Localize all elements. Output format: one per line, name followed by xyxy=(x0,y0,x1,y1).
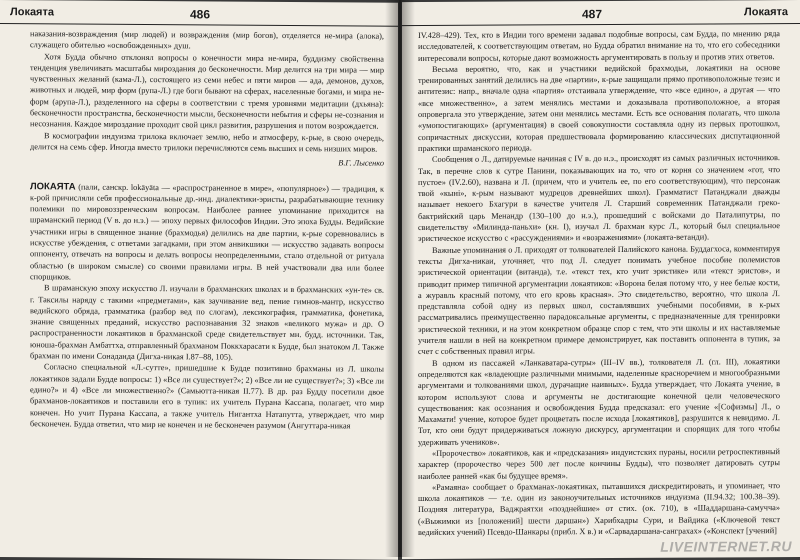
paragraph: «Рамаяна» сообщает о брахманах-локаятиках, пытавшихся дискредитировать, и упоминает, что школа локаятиков — т.е. один из законоучительных источников индуизма (II.94.32; 100.38–39). Поздняя литература, Ваджраятхи «позднейшие» от стих. (ок. 710), в «Шаддаршана-самучча» («Выжимки из [положений] шести даршан») Харибхадры Сури, и Вайдика («Ключевой текст ведийских учений) Псевдо-Шанкары (прибл. X в.) и «Сарвадаршана-санграхах» («Конспект [учений] xyxy=(418,480,780,538)
lemma-entry xyxy=(30,181,384,285)
running-header-left xyxy=(0,3,398,27)
right-text-column xyxy=(418,28,780,538)
paragraph: IV.428–429). Тех, кто в Индии того времени задавал подобные вопросы, сам Будда, по мнению ряда исследователей, к соответствующим ответам, но Будда обратил внимание на то, что его собеседники интересовали вопросы, которые дают возможность аргументировать в пользу и против этих ответов. xyxy=(418,29,780,63)
paragraph: «Пророчество» локаятиков, как и «предсказания» индуистских пураны, носили ретроспективный характер (пророчество через 500 лет после кончины Будды), что позволяет датировать сутры наиболее ранней «как бы будущее время». xyxy=(418,447,780,481)
header-word: Локаята xyxy=(10,6,54,19)
lemma-text: (пали, санскр. lokāyāta — «распространенное в мире», «популярное») — традиция, к к-рой причисляли себя профессиональные др.-инд. диалектики-эристы, разрабатывающие технику полемики по мировоззренческим вопросам. Наиболее раннее упоминание приходится на шраманский период (V в. до н.э.) — эпоху первых философов Индии. Это эпоха Будды. Ведийские участники игры в священное знание (брахмодья) делились на две партии, к-рые соревновались в искусстве убеждения, с ответами загадками, при этом анвикшики — искусство задавать вопросы оппоненту, отвечать на вопросы и делать вопросы неопределенными, стало отдельной от ритуала областью (в широком смысле) со своими правилами игры. В ней участвовали два или более спорщиков. xyxy=(30,182,384,282)
watermark-logo: LIVEINTERNET.RU xyxy=(660,538,792,555)
paragraph: Сообщения о Л., датируемые начиная с IV в. до н.э., происходят из самых различных источников. Так, в перечне слов к сутре Панини, показывающих на то, что от корня со значением «гот, что пустое» (IV.2.60), названа и Л. (причем, что и учитель ее, по его соответствующим), что персонаж твой «кыні», к-рым называют мудрецов древнейших школ). Грамматист Патанджали дважды называет некоего Бхагури в качестве учителя Л. Старший современник Патанджали греко-бактрийский царь Менандр (130–100 до н.э.), прошедший с войсками до Паталипутры, по свидетельству «Милинда-паньхи» (кн. I), изучал Л. брахман курс Л., который был специальное эристическое искусство с «рассуждениями» и «возражениями» (локаята-ветанди). xyxy=(418,153,780,244)
paragraph: В одном из пассажей «Ланкаватара-сутры» (III–IV вв.), толкователя Л. (гл. III), локаятики определяются как «владеющие различными мнимыми, наделенные красноречием и многообразными аргументами и толкованиями школ, дурачащие наивных». Будда утверждает, что Локаята учение, в котором используют слова и аргументы не достигающие конечной цели человеческого существования: как осознания и освобождения Будда предсказал: его учение «[Софизмы] Л., о Махамати! учение, которое будет процветать после исхода [локаятиков], разрушится к невидимо. Л. Тот, кто они будут придерживаться ложную дискурсу, аргументации и спорящих для того чтобы удерживать учеников». xyxy=(418,356,780,447)
left-page xyxy=(0,0,398,560)
paragraph: Хотя Будда обычно отклонял вопросы о конечности мира не-мира, буддизму свойственна тенденция увеличивать масштабы мироздания до бесконечности. Мир делится на три мира — мир чувственных желаний (кама-Л.), состоящего из семи небес и пяти миров — ада, демонов, духов, животных и людей, мир форм (рупа-Л.) где боги бывают на сферах, населенные богами, и мира не-форм (арупа-Л.), разделенного на сферы в соответствии с тремя уровнями медитации (дхьяна): бесконечности пространства, бесконечности мысли, бесконечности небытия и сферы не-сознания и несознания. Каждое мироздание проходит свой цикл развития, разрушения и потом возрождается. xyxy=(30,51,384,132)
paragraph: В шраманскую эпоху искусство Л. изучали в брахманских школах и в брахманских «ун-те» св. г. Таксилы наряду с такими «предметами», как заучивание вед, пение гимнов-мантр, искусство ведийского обряда, грамматика (разбор вед по слогам), лексикография, грамматика, фонетика, знание священных преданий, искусство распознавания 32 знаков «великого мужа» и др. О распространенности локаятиков в брахманской среде свидетельствует мн. будд. источники. Так, юноша-брахман Амбаттха, отправленный брахманом Поккхарасати к Будде, был знатоком Л. Также брахман по имени Сонаданда (Дигха-никая I.87–88, 105). xyxy=(30,283,384,362)
running-header-right xyxy=(402,3,800,26)
author-signature: В.Г. Лысенко xyxy=(338,158,384,168)
paragraph: Весьма вероятно, что, как и участники ведийской брахмодьи, локаятики на основе тренированных занятий делились на две «партии», к-рые защищали прямо противоположные тезис и антитезис: напр., вначале одна «партия» отстаивала утверждение, что «все едино», а другая — что «все множественно», а затем менялись местами и доказывала противоположное, а вторая опровергала это утверждение, затем они менялись местами. Есть все основания полагать, что школа «умопостигающих» (аргументация) в своей совокупности составляла одну из первых протошкол, сопричастных дискуссии, которая предшествовала формированию классических диспутационной практики шраманского периода. xyxy=(418,62,780,153)
paragraph: Согласно специальной «Л.-сутте», пришедшие к Будде позитивно брахманы из Л. школы локаятиков задали Будде вопросы: 1) «Все ли существует?»; 2) «Все ли не существует?»; 3) «Все ли едино?» и 4) «Все ли множественно?» (Самьютта-никая II.77). В др. раз Будду посетили двое брахманов-локаятиков и поставили его в тупик: их учитель Пурана Кассапа, полагает, что мир конечен. Но учит Пурана Кассапа, а также учитель Нигантха Натапутта, утверждает, что мир бесконечен. Будда ответил, что мир не конечен и не бесконечен разумом (Ангуттара-никая xyxy=(30,362,384,431)
paragraph: Важные упоминания о Л. приходят от толкователей Палийского канона. Буддагхоса, комментируя тексты Дигха-никаи, уточняет, что под Л. следует понимать учебное пособие полемистов эристической ориентации (витанда), т.е. «текст тех, кто учит эристике» или «текст эристов», и приводит пример типичной аргументации локаятиков: «Ворона белая потому что, у нее белые кости, а журавль красный потому, что его кровь красная». Это свидетельство, вероятно, что школа Л. представляла собой одну из первых школ, составлявших учебными пособиями, в к-рых рассматривались преимущественно парадоксальные аргументы, с предназначенные для тренировки эристической техники, и на этом конкретном образце спор с тем, что эти школы и их наставляемые учителя нашли в ней на конкретном примере демонстрирует, как поставить оппонента в тупик, за счет с собственных правил игры. xyxy=(418,243,780,357)
lemma-title: ЛОКАЯТА xyxy=(30,180,76,193)
right-page xyxy=(402,0,800,559)
left-text-column xyxy=(30,28,384,432)
paragraph: В космографии индуизма трилока включает землю, небо и атмосферу, к-рые, в свою очередь, делится на семь сфер. Иногда вместо трилоки перечисляются семь высших и семь низших миров. xyxy=(30,130,384,154)
page-number: 487 xyxy=(582,7,603,22)
header-word: Локаята xyxy=(744,6,788,19)
page-number: 486 xyxy=(190,7,211,22)
paragraph: наказания-возвраждения (мир людей) и возвраждения (мир богов), отделяется не-мира (алока), служащего обителью «освобожденных» душ. xyxy=(30,29,384,51)
